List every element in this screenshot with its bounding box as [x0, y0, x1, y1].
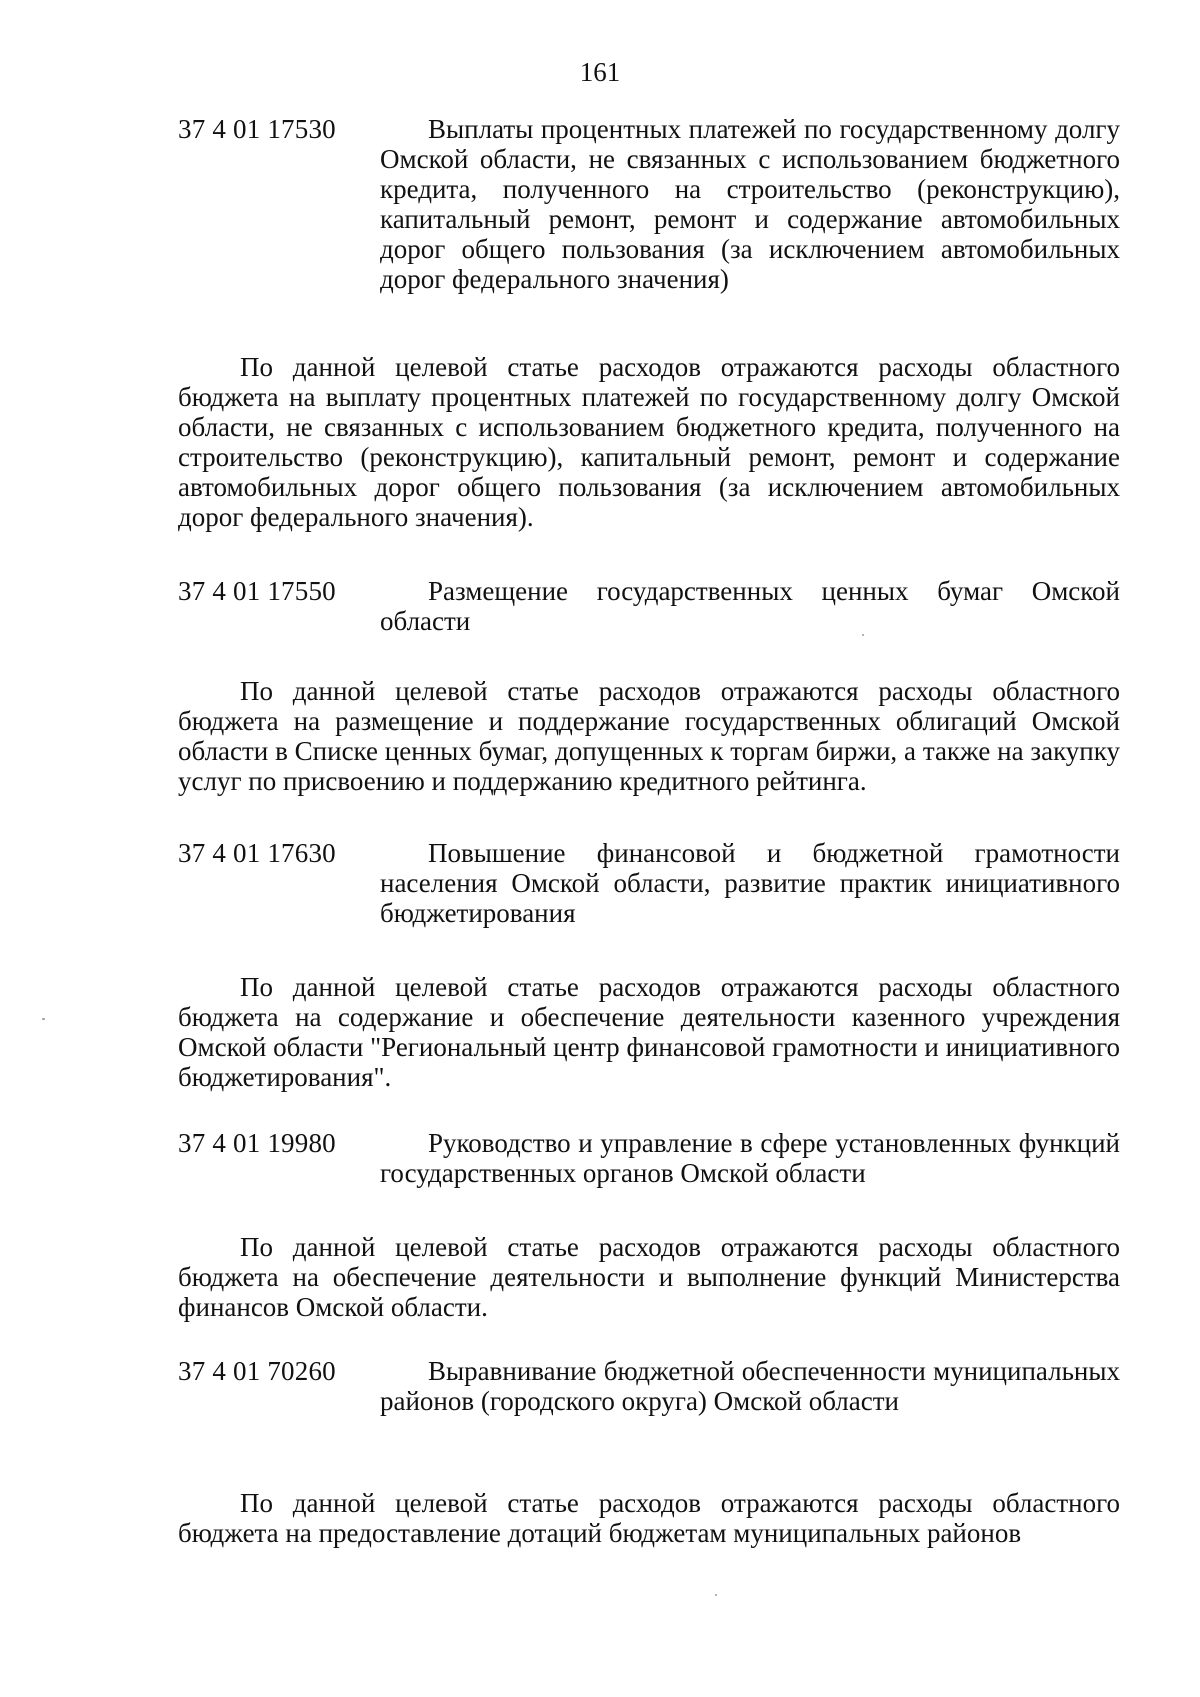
entry-title: Размещение государственных ценных бумаг Омской области	[380, 576, 1120, 636]
entry-title: Повышение финансовой и бюджетной грамотности населения Омской области, развитие практик инициативного бюджетирования	[380, 838, 1120, 928]
entry-title: Выравнивание бюджетной обеспеченности муниципальных районов (городского округа) Омской области	[380, 1356, 1120, 1416]
scan-speck	[42, 1018, 45, 1020]
entry-code: 37 4 01 70260	[178, 1356, 336, 1386]
entry-description: По данной целевой статье расходов отражаются расходы областного бюджета на содержание и обеспечение деятельности казенного учреждения Омской области "Региональный центр финансовой грамотности и инициативного бюджетирования".	[178, 972, 1120, 1092]
entry-description: По данной целевой статье расходов отражаются расходы областного бюджета на выплату процентных платежей по государственному долгу Омской области, не связанных с использованием бюджетного кредита, полученного на строительство (реконструкцию), капитальный ремонт, ремонт и содержание автомобильных дорог общего пользования (за исключением автомобильных дорог федерального значения).	[178, 352, 1120, 532]
entry-description: По данной целевой статье расходов отражаются расходы областного бюджета на предоставление дотаций бюджетам муниципальных районов	[178, 1488, 1120, 1548]
entry-code: 37 4 01 17530	[178, 114, 336, 144]
entry-code: 37 4 01 19980	[178, 1128, 336, 1158]
entry-code: 37 4 01 17630	[178, 838, 336, 868]
entry-title: Руководство и управление в сфере установленных функций государственных органов Омской области	[380, 1128, 1120, 1188]
scan-speck	[862, 634, 864, 636]
entry-title: Выплаты процентных платежей по государственному долгу Омской области, не связанных с использованием бюджетного кредита, полученного на строительство (реконструкцию), капитальный ремонт, ремонт и содержание автомобильных дорог общего пользования (за исключением автомобильных дорог федерального значения)	[380, 114, 1120, 294]
page-number: 161	[579, 57, 621, 87]
entry-code: 37 4 01 17550	[178, 576, 336, 606]
entry-description: По данной целевой статье расходов отражаются расходы областного бюджета на размещение и поддержание государственных облигаций Омской области в Списке ценных бумаг, допущенных к торгам биржи, а также на закупку услуг по присвоению и поддержанию кредитного рейтинга.	[178, 676, 1120, 796]
entry-description: По данной целевой статье расходов отражаются расходы областного бюджета на обеспечение деятельности и выполнение функций Министерства финансов Омской области.	[178, 1232, 1120, 1322]
scan-speck	[715, 1594, 717, 1596]
